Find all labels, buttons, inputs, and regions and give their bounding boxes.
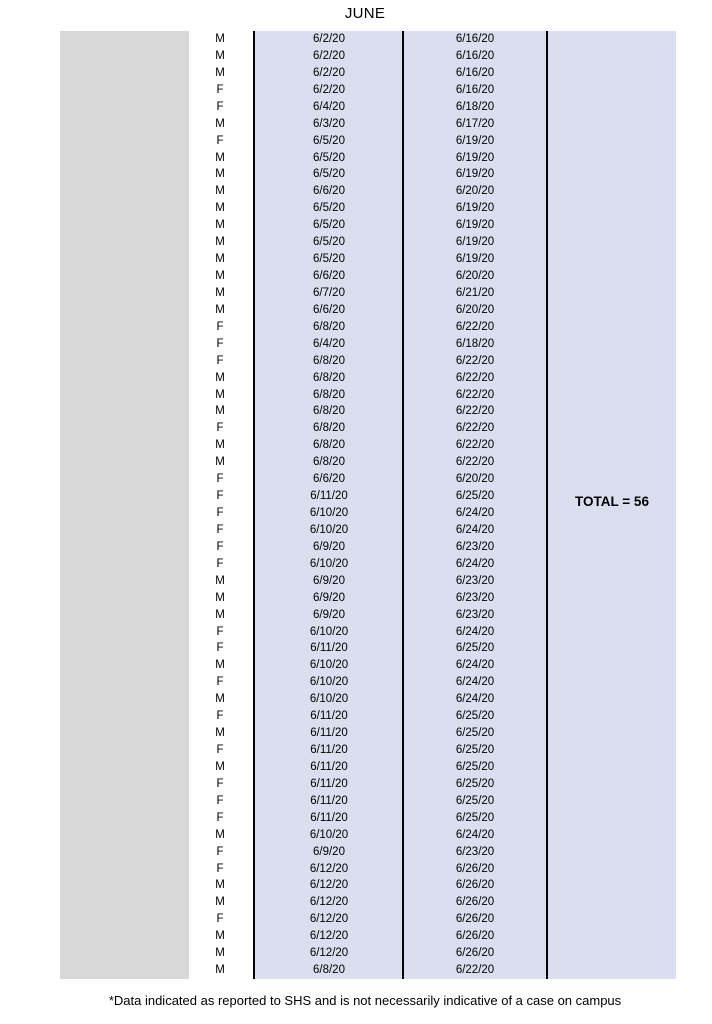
date-cleared-cell: 6/19/20 [455,219,495,232]
table-row [0,810,712,827]
date-reported-cell: 6/10/20 [309,676,349,689]
date-reported-cell: 6/9/20 [313,845,345,858]
date-cleared-cell: 6/19/20 [455,151,495,164]
date-cleared-cell: 6/22/20 [455,456,495,469]
sex-cell: F [216,507,224,519]
sex-cell: M [215,896,225,909]
date-cleared-cell: 6/24/20 [455,659,495,672]
date-reported-cell: 6/12/20 [309,913,349,926]
sex-cell: M [215,439,225,452]
date-reported-cell: 6/8/20 [313,388,345,401]
sex-cell: F [216,913,224,926]
date-reported-cell: 6/2/20 [313,83,345,96]
date-cleared-cell: 6/24/20 [455,507,495,519]
date-reported-cell: 6/8/20 [313,456,345,469]
date-cleared-cell: 6/25/20 [455,794,495,807]
table-row [0,285,712,302]
table-row [0,150,712,167]
date-cleared-cell: 6/22/20 [455,388,495,401]
date-reported-cell: 6/5/20 [313,168,345,181]
date-cleared-cell: 6/23/20 [455,591,495,604]
date-reported-cell: 6/11/20 [310,811,348,824]
date-cleared-cell: 6/22/20 [455,354,495,367]
date-reported-cell: 6/11/20 [310,744,348,756]
date-reported-cell: 6/11/20 [310,490,348,503]
table-row [0,437,712,454]
date-reported-cell: 6/12/20 [309,862,349,875]
sex-cell: M [215,727,225,740]
sex-cell: M [215,236,225,249]
date-cleared-cell: 6/25/20 [455,727,495,740]
date-reported-cell: 6/5/20 [313,219,345,232]
date-reported-cell: 6/2/20 [313,66,345,79]
sex-cell: M [215,168,225,181]
date-reported-cell: 6/11/20 [310,777,348,790]
date-cleared-cell: 6/18/20 [455,100,495,113]
sex-cell: M [215,456,225,469]
date-reported-cell: 6/7/20 [313,286,345,299]
table-row [0,624,712,641]
sex-cell: M [215,253,225,266]
date-reported-cell: 6/4/20 [313,337,345,350]
table-row [0,387,712,404]
date-reported-cell: 6/8/20 [313,439,345,452]
sex-cell: M [215,879,225,892]
sex-cell: M [215,202,225,215]
sex-cell: F [216,811,224,824]
date-cleared-cell: 6/24/20 [455,523,495,536]
date-cleared-cell: 6/25/20 [455,744,495,756]
sex-cell: F [216,354,224,367]
date-cleared-cell: 6/20/20 [455,270,495,282]
date-cleared-cell: 6/26/20 [455,913,495,926]
date-cleared-cell: 6/19/20 [455,236,495,249]
date-cleared-cell: 6/16/20 [455,83,495,96]
date-cleared-cell: 6/23/20 [455,608,495,621]
table-row [0,928,712,945]
date-cleared-cell: 6/22/20 [455,405,495,418]
date-cleared-cell: 6/20/20 [455,303,495,316]
date-cleared-cell: 6/22/20 [455,964,495,977]
date-reported-cell: 6/5/20 [313,151,345,164]
date-reported-cell: 6/6/20 [313,185,345,198]
sex-cell: F [216,134,224,147]
table-row [0,759,712,776]
date-cleared-cell: 6/26/20 [455,879,495,892]
table-row [0,691,712,708]
table-row [0,827,712,844]
table-row [0,251,712,268]
date-cleared-cell: 6/23/20 [455,574,495,587]
date-reported-cell: 6/12/20 [309,947,349,960]
date-cleared-cell: 6/19/20 [455,253,495,266]
date-cleared-cell: 6/24/20 [455,676,495,689]
date-cleared-cell: 6/20/20 [455,473,495,486]
date-cleared-cell: 6/25/20 [455,811,495,824]
date-cleared-cell: 6/19/20 [455,134,495,147]
date-cleared-cell: 6/19/20 [455,202,495,215]
date-reported-cell: 6/9/20 [313,574,345,587]
date-cleared-cell: 6/18/20 [455,337,495,350]
date-cleared-cell: 6/16/20 [455,49,495,62]
date-reported-cell: 6/11/20 [310,794,348,807]
date-reported-cell: 6/10/20 [309,625,349,638]
table-row [0,911,712,928]
sex-cell: M [215,286,225,299]
date-cleared-cell: 6/16/20 [455,66,495,79]
table-row [0,844,712,861]
date-cleared-cell: 6/26/20 [455,930,495,943]
sex-cell: F [216,83,224,96]
date-cleared-cell: 6/26/20 [455,896,495,909]
date-cleared-cell: 6/24/20 [455,625,495,638]
date-reported-cell: 6/9/20 [313,591,345,604]
sex-cell: F [216,422,224,435]
date-reported-cell: 6/12/20 [309,896,349,909]
date-reported-cell: 6/2/20 [313,33,345,45]
sex-cell: F [216,490,224,503]
date-reported-cell: 6/11/20 [310,642,348,655]
date-reported-cell: 6/5/20 [313,253,345,266]
date-reported-cell: 6/12/20 [309,930,349,943]
date-reported-cell: 6/10/20 [309,693,349,706]
sex-cell: M [215,219,225,232]
table-row [0,319,712,336]
table-row [0,471,712,488]
sex-cell: M [215,303,225,316]
date-cleared-cell: 6/16/20 [455,33,495,45]
table-row [0,861,712,878]
date-cleared-cell: 6/25/20 [455,710,495,723]
sex-cell: M [215,591,225,604]
date-reported-cell: 6/8/20 [313,320,345,333]
table-row [0,82,712,99]
sex-cell: M [215,270,225,282]
sex-cell: M [215,33,225,45]
sex-cell: F [216,862,224,875]
date-cleared-cell: 6/22/20 [455,320,495,333]
date-cleared-cell: 6/19/20 [455,168,495,181]
sex-cell: M [215,659,225,672]
table-row [0,708,712,725]
date-cleared-cell: 6/17/20 [455,117,495,130]
date-reported-cell: 6/8/20 [313,371,345,384]
sex-cell: M [215,947,225,960]
sex-cell: M [215,828,225,841]
date-cleared-cell: 6/25/20 [455,760,495,773]
date-cleared-cell: 6/22/20 [455,371,495,384]
table-row [0,353,712,370]
table-row [0,877,712,894]
sex-cell: M [215,574,225,587]
table-row [0,403,712,420]
table-row [0,640,712,657]
month-title: JUNE [344,5,386,22]
sex-cell: F [216,320,224,333]
table-row [0,657,712,674]
date-cleared-cell: 6/26/20 [455,862,495,875]
sex-cell: M [215,608,225,621]
sex-cell: M [215,371,225,384]
sex-cell: M [215,185,225,198]
table-row [0,234,712,251]
sex-cell: F [216,710,224,723]
table-row [0,302,712,319]
sex-cell: M [215,388,225,401]
table-row [0,556,712,573]
date-reported-cell: 6/8/20 [313,422,345,435]
date-reported-cell: 6/2/20 [313,49,345,62]
footnote: *Data indicated as reported to SHS and is not necessarily indicative of a case on campus [108,993,622,1008]
table-row [0,268,712,285]
sex-cell: F [216,473,224,486]
table-row [0,962,712,979]
date-reported-cell: 6/5/20 [313,236,345,249]
date-reported-cell: 6/9/20 [313,540,345,553]
sex-cell: M [215,760,225,773]
sex-cell: F [216,845,224,858]
table-row [0,590,712,607]
table-row [0,539,712,556]
sex-cell: M [215,930,225,943]
table-row [0,116,712,133]
sex-cell: F [216,777,224,790]
table-row [0,200,712,217]
date-reported-cell: 6/5/20 [313,134,345,147]
table-row [0,454,712,471]
table-row [0,420,712,437]
sex-cell: F [216,337,224,350]
table-row [0,336,712,353]
date-reported-cell: 6/8/20 [313,964,345,977]
sex-cell: F [216,523,224,536]
table-row [0,31,712,48]
sex-cell: M [215,117,225,130]
table-row [0,99,712,116]
sex-cell: M [215,49,225,62]
table-row [0,725,712,742]
sex-cell: F [216,540,224,553]
date-reported-cell: 6/11/20 [310,710,348,723]
sex-cell: F [216,744,224,756]
table-row [0,607,712,624]
date-cleared-cell: 6/25/20 [455,642,495,655]
sex-cell: F [216,100,224,113]
date-reported-cell: 6/10/20 [309,523,349,536]
sex-cell: F [216,676,224,689]
table-row [0,522,712,539]
table-row [0,742,712,759]
table-row [0,945,712,962]
date-reported-cell: 6/10/20 [309,828,349,841]
table-row [0,166,712,183]
sex-cell: F [216,642,224,655]
date-cleared-cell: 6/24/20 [455,828,495,841]
sex-cell: F [216,625,224,638]
sex-cell: M [215,964,225,977]
date-reported-cell: 6/6/20 [313,303,345,316]
date-reported-cell: 6/10/20 [309,557,349,570]
table-row [0,65,712,82]
sex-cell: M [215,66,225,79]
date-cleared-cell: 6/22/20 [455,422,495,435]
date-cleared-cell: 6/24/20 [455,693,495,706]
table-row [0,573,712,590]
table-row [0,133,712,150]
table-row [0,776,712,793]
date-reported-cell: 6/9/20 [313,608,345,621]
date-reported-cell: 6/11/20 [310,727,348,740]
table-row [0,894,712,911]
sex-cell: F [216,794,224,807]
sex-cell: M [215,693,225,706]
table-row [0,793,712,810]
date-reported-cell: 6/12/20 [309,879,349,892]
sex-cell: M [215,405,225,418]
date-cleared-cell: 6/26/20 [455,947,495,960]
date-reported-cell: 6/3/20 [313,117,345,130]
sex-cell: F [216,557,224,570]
date-reported-cell: 6/6/20 [313,473,345,486]
table-row [0,370,712,387]
date-reported-cell: 6/11/20 [310,760,348,773]
date-cleared-cell: 6/25/20 [455,777,495,790]
date-cleared-cell: 6/25/20 [455,490,495,503]
date-reported-cell: 6/10/20 [309,507,349,519]
date-reported-cell: 6/10/20 [309,659,349,672]
table-row [0,183,712,200]
date-reported-cell: 6/8/20 [313,405,345,418]
date-cleared-cell: 6/23/20 [455,845,495,858]
date-reported-cell: 6/6/20 [313,270,345,282]
table-row [0,674,712,691]
sex-cell: M [215,151,225,164]
total-count: TOTAL = 56 [575,494,649,509]
date-cleared-cell: 6/24/20 [455,557,495,570]
date-reported-cell: 6/4/20 [313,100,345,113]
date-reported-cell: 6/8/20 [313,354,345,367]
table-row [0,217,712,234]
date-cleared-cell: 6/20/20 [455,185,495,198]
table-row [0,48,712,65]
date-cleared-cell: 6/21/20 [455,286,495,299]
date-cleared-cell: 6/22/20 [455,439,495,452]
date-reported-cell: 6/5/20 [313,202,345,215]
date-cleared-cell: 6/23/20 [455,540,495,553]
